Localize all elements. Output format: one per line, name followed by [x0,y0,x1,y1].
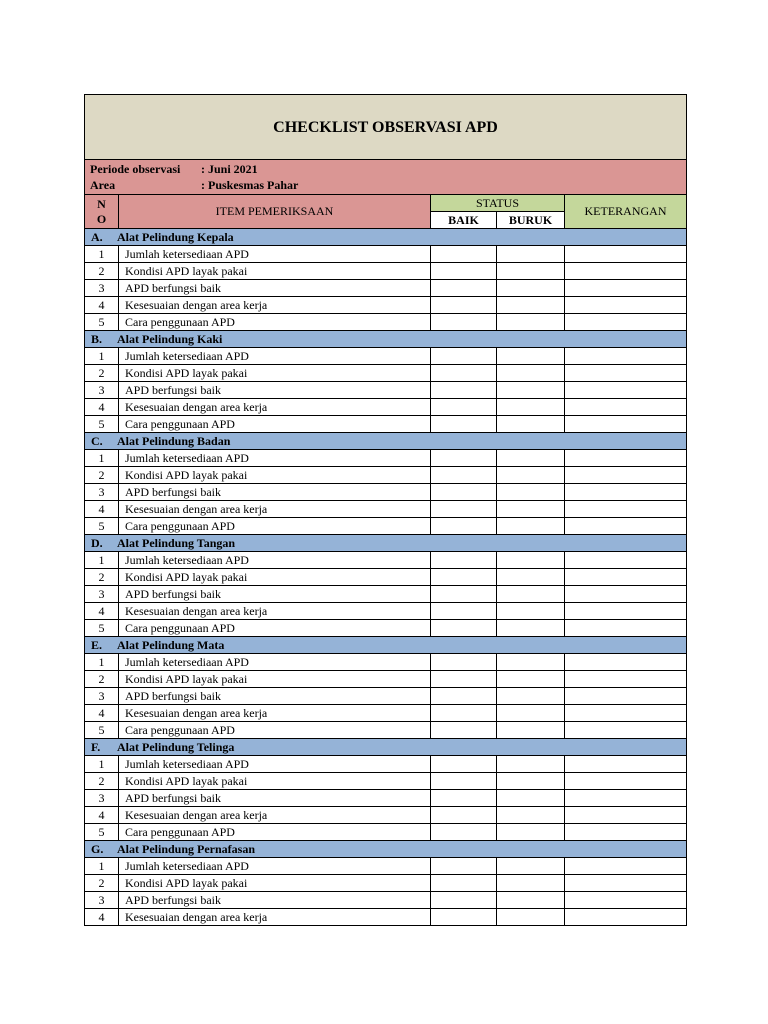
keterangan-cell[interactable] [565,314,687,331]
row-number: 3 [85,382,119,399]
item-label: Kondisi APD layak pakai [119,773,431,790]
row-number: 1 [85,450,119,467]
item-label: Kesesuaian dengan area kerja [119,807,431,824]
table-row [85,688,687,705]
table-row [85,858,687,875]
column-header-item: ITEM PEMERIKSAAN [119,195,431,229]
row-number: 4 [85,705,119,722]
buruk-cell[interactable] [497,501,565,518]
section-heading [85,637,687,654]
row-number: 1 [85,552,119,569]
table-row [85,314,687,331]
item-label: Cara penggunaan APD [119,824,431,841]
section-row [85,331,687,348]
section-title: Alat Pelindung Telinga [117,739,235,754]
baik-cell[interactable] [431,909,497,926]
table-row [85,790,687,807]
buruk-cell[interactable] [497,654,565,671]
section-row [85,841,687,858]
keterangan-cell[interactable] [565,671,687,688]
baik-cell[interactable] [431,399,497,416]
row-number: 5 [85,824,119,841]
keterangan-cell[interactable] [565,484,687,501]
area-value: : Puskesmas Pahar [201,178,299,192]
table-row [85,909,687,926]
item-label: APD berfungsi baik [119,586,431,603]
baik-cell[interactable] [431,603,497,620]
buruk-cell[interactable] [497,858,565,875]
table-row [85,875,687,892]
row-number: 1 [85,756,119,773]
table-row [85,603,687,620]
keterangan-cell[interactable] [565,518,687,535]
keterangan-cell[interactable] [565,722,687,739]
column-header-no [85,195,119,229]
baik-cell[interactable] [431,263,497,280]
keterangan-cell[interactable] [565,348,687,365]
keterangan-cell[interactable] [565,450,687,467]
item-label: Kesesuaian dengan area kerja [119,909,431,926]
keterangan-cell[interactable] [565,858,687,875]
baik-cell[interactable] [431,314,497,331]
buruk-cell[interactable] [497,586,565,603]
row-number: 2 [85,875,119,892]
row-number: 1 [85,246,119,263]
row-number: 2 [85,773,119,790]
table-row [85,654,687,671]
item-label: Cara penggunaan APD [119,314,431,331]
periode-line [90,161,686,177]
item-label: Jumlah ketersediaan APD [119,552,431,569]
table-row [85,263,687,280]
row-number: 3 [85,280,119,297]
row-number: 1 [85,348,119,365]
table-row [85,705,687,722]
buruk-cell[interactable] [497,892,565,909]
keterangan-cell[interactable] [565,382,687,399]
item-label: Kondisi APD layak pakai [119,671,431,688]
baik-cell[interactable] [431,416,497,433]
table-row [85,484,687,501]
baik-cell[interactable] [431,586,497,603]
row-number: 5 [85,722,119,739]
keterangan-cell[interactable] [565,807,687,824]
buruk-cell[interactable] [497,280,565,297]
item-label: APD berfungsi baik [119,280,431,297]
baik-cell[interactable] [431,297,497,314]
keterangan-cell[interactable] [565,263,687,280]
buruk-cell[interactable] [497,399,565,416]
keterangan-cell[interactable] [565,552,687,569]
buruk-cell[interactable] [497,467,565,484]
table-row [85,297,687,314]
buruk-cell[interactable] [497,484,565,501]
table-row [85,892,687,909]
keterangan-cell[interactable] [565,892,687,909]
row-number: 3 [85,586,119,603]
periode-label: Periode observasi [90,162,181,176]
item-label: Jumlah ketersediaan APD [119,654,431,671]
row-number: 3 [85,688,119,705]
section-row [85,229,687,246]
keterangan-cell[interactable] [565,569,687,586]
row-number: 3 [85,484,119,501]
row-number: 2 [85,569,119,586]
keterangan-cell[interactable] [565,297,687,314]
section-title: Alat Pelindung Kepala [117,229,234,244]
baik-cell[interactable] [431,501,497,518]
table-row [85,365,687,382]
row-number: 3 [85,790,119,807]
buruk-cell[interactable] [497,756,565,773]
baik-cell[interactable] [431,654,497,671]
baik-cell[interactable] [431,348,497,365]
table-row [85,620,687,637]
buruk-cell[interactable] [497,246,565,263]
buruk-cell[interactable] [497,790,565,807]
row-number: 2 [85,467,119,484]
item-label: Kesesuaian dengan area kerja [119,501,431,518]
item-label: Kesesuaian dengan area kerja [119,603,431,620]
row-number: 1 [85,654,119,671]
keterangan-cell[interactable] [565,909,687,926]
item-label: APD berfungsi baik [119,484,431,501]
baik-cell[interactable] [431,280,497,297]
buruk-cell[interactable] [497,569,565,586]
observation-info [85,160,687,195]
row-number: 5 [85,416,119,433]
buruk-cell[interactable] [497,824,565,841]
item-label: APD berfungsi baik [119,790,431,807]
keterangan-cell[interactable] [565,756,687,773]
row-number: 4 [85,807,119,824]
table-row [85,246,687,263]
buruk-cell[interactable] [497,314,565,331]
keterangan-cell[interactable] [565,688,687,705]
row-number: 4 [85,501,119,518]
item-label: Kesesuaian dengan area kerja [119,399,431,416]
baik-cell[interactable] [431,858,497,875]
table-row [85,348,687,365]
table-row [85,518,687,535]
section-title: Alat Pelindung Pernafasan [117,841,256,856]
row-number: 4 [85,603,119,620]
item-label: Kondisi APD layak pakai [119,569,431,586]
table-row [85,467,687,484]
baik-cell[interactable] [431,875,497,892]
section-heading [85,535,687,552]
section-letter: G. [91,841,104,856]
keterangan-cell[interactable] [565,365,687,382]
table-row [85,416,687,433]
keterangan-cell[interactable] [565,246,687,263]
table-row [85,450,687,467]
checklist-body [85,95,687,926]
row-number: 4 [85,909,119,926]
section-heading [85,331,687,348]
section-title: Alat Pelindung Badan [117,433,231,448]
item-label: APD berfungsi baik [119,688,431,705]
section-title: Alat Pelindung Tangan [117,535,236,550]
item-label: Cara penggunaan APD [119,518,431,535]
buruk-cell[interactable] [497,365,565,382]
section-row [85,739,687,756]
section-letter: A. [91,229,103,244]
row-number: 4 [85,399,119,416]
no-header-line2: O [96,211,107,226]
buruk-cell[interactable] [497,348,565,365]
baik-cell[interactable] [431,671,497,688]
baik-cell[interactable] [431,807,497,824]
table-row [85,756,687,773]
baik-cell[interactable] [431,705,497,722]
title-row [85,95,687,160]
table-row [85,501,687,518]
buruk-cell[interactable] [497,297,565,314]
section-row [85,535,687,552]
keterangan-cell[interactable] [565,501,687,518]
row-number: 5 [85,314,119,331]
baik-cell[interactable] [431,756,497,773]
column-header-baik: BAIK [431,212,497,229]
baik-cell[interactable] [431,620,497,637]
table-row [85,824,687,841]
item-label: APD berfungsi baik [119,382,431,399]
table-row [85,773,687,790]
item-label: Kondisi APD layak pakai [119,365,431,382]
row-number: 2 [85,365,119,382]
row-number: 5 [85,518,119,535]
baik-cell[interactable] [431,246,497,263]
buruk-cell[interactable] [497,552,565,569]
baik-cell[interactable] [431,824,497,841]
baik-cell[interactable] [431,790,497,807]
no-header-line1: N [97,196,106,211]
item-label: Kondisi APD layak pakai [119,467,431,484]
keterangan-cell[interactable] [565,620,687,637]
section-heading [85,841,687,858]
item-label: Cara penggunaan APD [119,416,431,433]
keterangan-cell[interactable] [565,875,687,892]
section-letter: C. [91,433,103,448]
section-title: Alat Pelindung Kaki [117,331,223,346]
buruk-cell[interactable] [497,671,565,688]
section-heading [85,739,687,756]
buruk-cell[interactable] [497,416,565,433]
keterangan-cell[interactable] [565,280,687,297]
table-row [85,552,687,569]
item-label: Cara penggunaan APD [119,620,431,637]
row-number: 4 [85,297,119,314]
keterangan-cell[interactable] [565,603,687,620]
column-header-status: STATUS [431,195,565,212]
column-header-buruk: BURUK [497,212,565,229]
baik-cell[interactable] [431,552,497,569]
buruk-cell[interactable] [497,620,565,637]
baik-cell[interactable] [431,484,497,501]
item-label: Jumlah ketersediaan APD [119,246,431,263]
table-row [85,399,687,416]
baik-cell[interactable] [431,773,497,790]
item-label: Jumlah ketersediaan APD [119,348,431,365]
table-row [85,280,687,297]
table-row [85,807,687,824]
checklist-table [84,94,687,926]
header-row-1 [85,195,687,212]
keterangan-cell[interactable] [565,773,687,790]
section-title: Alat Pelindung Mata [117,637,225,652]
section-letter: E. [91,637,103,652]
keterangan-cell[interactable] [565,790,687,807]
table-row [85,671,687,688]
buruk-cell[interactable] [497,807,565,824]
buruk-cell[interactable] [497,773,565,790]
row-number: 1 [85,858,119,875]
item-label: Kesesuaian dengan area kerja [119,705,431,722]
section-heading [85,433,687,450]
item-label: Kondisi APD layak pakai [119,875,431,892]
table-row [85,722,687,739]
row-number: 5 [85,620,119,637]
baik-cell[interactable] [431,722,497,739]
section-letter: F. [91,739,101,754]
section-letter: D. [91,535,103,550]
keterangan-cell[interactable] [565,416,687,433]
item-label: Jumlah ketersediaan APD [119,450,431,467]
buruk-cell[interactable] [497,382,565,399]
item-label: Cara penggunaan APD [119,722,431,739]
area-line [90,177,686,193]
buruk-cell[interactable] [497,909,565,926]
item-label: Jumlah ketersediaan APD [119,756,431,773]
keterangan-cell[interactable] [565,705,687,722]
buruk-cell[interactable] [497,875,565,892]
section-letter: B. [91,331,103,346]
periode-value: : Juni 2021 [201,162,258,176]
baik-cell[interactable] [431,450,497,467]
buruk-cell[interactable] [497,722,565,739]
baik-cell[interactable] [431,382,497,399]
baik-cell[interactable] [431,688,497,705]
buruk-cell[interactable] [497,263,565,280]
keterangan-cell[interactable] [565,399,687,416]
table-row [85,569,687,586]
document-title: CHECKLIST OBSERVASI APD [85,95,687,160]
meta-row [85,160,687,195]
item-label: Jumlah ketersediaan APD [119,858,431,875]
item-label: APD berfungsi baik [119,892,431,909]
buruk-cell[interactable] [497,518,565,535]
row-number: 2 [85,263,119,280]
buruk-cell[interactable] [497,705,565,722]
column-header-keterangan: KETERANGAN [565,195,687,229]
item-label: Kondisi APD layak pakai [119,263,431,280]
baik-cell[interactable] [431,467,497,484]
table-row [85,586,687,603]
item-label: Kesesuaian dengan area kerja [119,297,431,314]
row-number: 3 [85,892,119,909]
baik-cell[interactable] [431,892,497,909]
buruk-cell[interactable] [497,603,565,620]
baik-cell[interactable] [431,569,497,586]
buruk-cell[interactable] [497,688,565,705]
keterangan-cell[interactable] [565,467,687,484]
row-number: 2 [85,671,119,688]
keterangan-cell[interactable] [565,654,687,671]
buruk-cell[interactable] [497,450,565,467]
table-row [85,382,687,399]
baik-cell[interactable] [431,518,497,535]
baik-cell[interactable] [431,365,497,382]
section-row [85,433,687,450]
keterangan-cell[interactable] [565,824,687,841]
area-label: Area [90,178,116,192]
keterangan-cell[interactable] [565,586,687,603]
section-heading [85,229,687,246]
section-row [85,637,687,654]
